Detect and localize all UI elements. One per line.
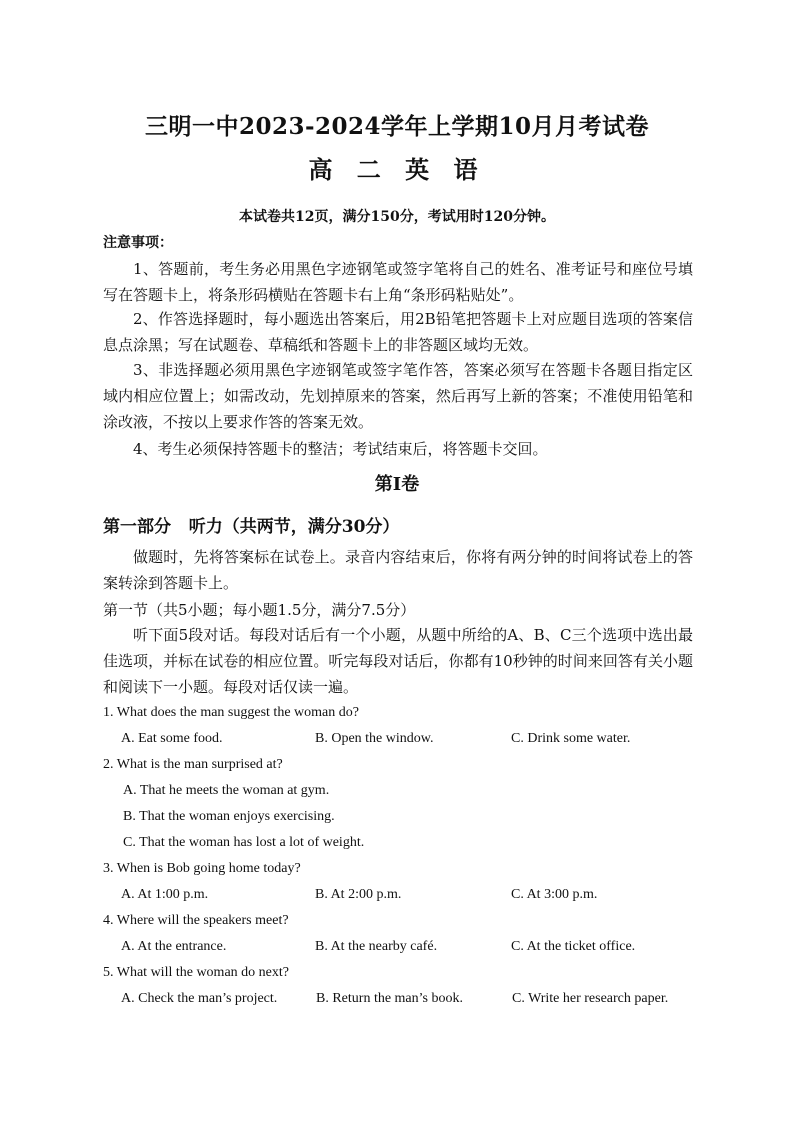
part1-instruction: 做题时，先将答案标在试卷上。录音内容结束后，你将有两分钟的时间将试卷上的答案转涂到答题卡上。 <box>103 548 693 592</box>
volume-heading: 第Ⅰ卷 <box>374 474 420 495</box>
question-5-option-c: C. Write her research paper. <box>512 991 669 1006</box>
question-1-option-c: C. Drink some water. <box>511 731 631 746</box>
note-item-3: 3、非选择题必须用黑色字迹钢笔或签字笔作答，答案必须写在答题卡各题目指定区域内相应位置上；如需改动，先划掉原来的答案，然后再写上新的答案；不准使用铅笔和涂改液，不按以上要求作答的答案无效。 <box>103 361 693 431</box>
question-5-stem: 5. What will the woman do next? <box>103 965 289 980</box>
section1-heading: 第一节（共5小题；每小题1.5分，满分7.5分） <box>103 601 416 619</box>
question-3-option-b: B. At 2:00 p.m. <box>315 887 402 902</box>
note-item-4: 4、考生必须保持答题卡的整洁；考试结束后，将答题卡交回。 <box>133 440 548 458</box>
question-2-option-b: B. That the woman enjoys exercising. <box>123 809 335 824</box>
question-2-option-c: C. That the woman has lost a lot of weight. <box>123 835 365 850</box>
note-item-1: 1、答题前，考生务必用黑色字迹钢笔或签字笔将自己的姓名、准考证号和座位号填写在答题卡上，将条形码横贴在答题卡右上角“条形码粘贴处”。 <box>103 260 693 304</box>
question-1-stem: 1. What does the man suggest the woman do? <box>103 705 359 720</box>
question-3-option-a: A. At 1:00 p.m. <box>121 887 209 902</box>
section1-instruction: 听下面5段对话。每段对话后有一个小题，从题中所给的A、B、C三个选项中选出最佳选项，并标在试卷的相应位置。听完每段对话后，你都有10秒钟的时间来回答有关小题和阅读下一小题。每段对话仅读一遍。 <box>103 626 693 696</box>
note-item-2: 2、作答选择题时，每小题选出答案后，用2B铅笔把答题卡上对应题目选项的答案信息点涂黑；写在试题卷、草稿纸和答题卡上的非答题区域均无效。 <box>103 310 693 354</box>
question-5-option-b: B. Return the man’s book. <box>316 991 463 1006</box>
question-5-option-a: A. Check the man’s project. <box>121 991 278 1006</box>
question-4-stem: 4. Where will the speakers meet? <box>103 913 289 928</box>
question-3-stem: 3. When is Bob going home today? <box>103 861 301 876</box>
notes-title: 注意事项： <box>103 235 173 251</box>
part1-heading: 第一部分 听力（共两节，满分30分） <box>103 517 400 537</box>
exam-subject: 高 二 英 语 <box>308 155 486 184</box>
question-4-option-b: B. At the nearby café. <box>315 939 438 954</box>
question-2-option-a: A. That he meets the woman at gym. <box>123 783 330 798</box>
exam-title: 三明一中2023-2024学年上学期10月月考试卷 <box>144 113 650 140</box>
question-1-option-a: A. Eat some food. <box>121 731 223 746</box>
question-3-option-c: C. At 3:00 p.m. <box>511 887 598 902</box>
question-2-stem: 2. What is the man surprised at? <box>103 757 283 772</box>
question-1-option-b: B. Open the window. <box>315 731 434 746</box>
question-4-option-c: C. At the ticket office. <box>511 939 636 954</box>
exam-info: 本试卷共12页，满分150分，考试用时120分钟。 <box>239 209 555 225</box>
question-4-option-a: A. At the entrance. <box>121 939 227 954</box>
